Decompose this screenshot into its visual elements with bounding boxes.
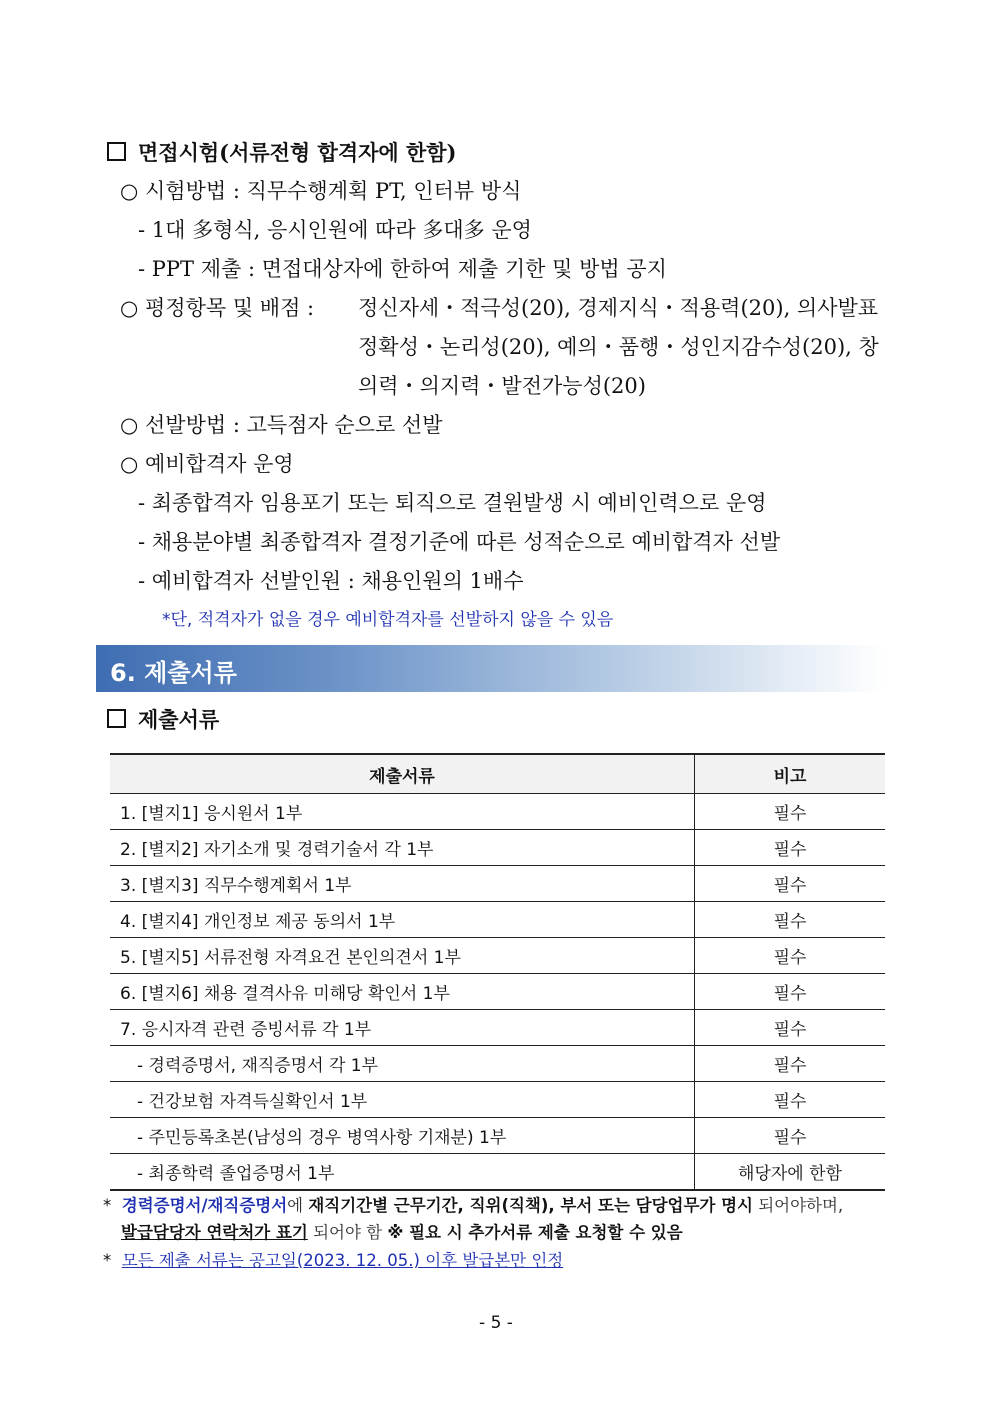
table-row: [110, 1118, 885, 1154]
method-sub-1: - 1대 多형식, 응시인원에 따라 多대多 운영: [138, 218, 532, 242]
remark-cell: 필수: [695, 866, 886, 902]
footnote-request: ※ 필요 시 추가서류 제출 요청할 수 있음: [387, 1223, 683, 1242]
remark-cell: 필수: [695, 974, 886, 1010]
scoring-label: ○ 평정항목 및 배점 :: [120, 296, 315, 320]
footnote-issue-date: 모든 제출 서류는 공고일(2023. 12. 05.) 이후 발급본만 인정: [121, 1251, 564, 1270]
header-remarks: 비고: [695, 754, 886, 794]
remark-cell: 필수: [695, 938, 886, 974]
table-row: [110, 938, 885, 974]
remark-cell: 필수: [695, 1082, 886, 1118]
table-row: [110, 830, 885, 866]
documents-subheading: [107, 706, 219, 734]
remark-cell: 필수: [695, 1010, 886, 1046]
footnote-emph: 재직기간별 근무기간, 직위(직책), 부서 또는 담당업무가 명시: [308, 1196, 753, 1215]
interview-heading: [107, 139, 457, 167]
scoring-line-2: 정확성・논리성(20), 예의・품행・성인지감수성(20), 창: [358, 335, 879, 359]
page-number: - 5 -: [479, 1313, 513, 1333]
table-row: [110, 1154, 885, 1191]
footnote-star: *: [103, 1196, 112, 1215]
remark-cell: 필수: [695, 794, 886, 830]
header-documents: 제출서류: [110, 754, 695, 794]
reserve-note: *단, 적격자가 없을 경우 예비합격자를 선발하지 않을 수 있음: [162, 610, 614, 630]
remark-cell: 해당자에 한함: [695, 1154, 886, 1191]
checkbox-icon: [107, 142, 126, 161]
checkbox-icon: [107, 709, 126, 728]
table-row: [110, 974, 885, 1010]
footnote-1: [103, 1193, 843, 1219]
doc-cell: - 경력증명서, 재직증명서 각 1부: [110, 1046, 695, 1082]
doc-cell: - 건강보험 자격득실확인서 1부: [110, 1082, 695, 1118]
footnote-1-cont: [121, 1220, 683, 1246]
reserve-line: ○ 예비합격자 운영: [120, 452, 294, 476]
method-line: ○ 시험방법 : 직무수행계획 PT, 인터뷰 방식: [120, 179, 522, 203]
interview-heading-text: 면접시험(서류전형 합격자에 한함): [138, 140, 457, 165]
doc-cell: 1. [별지1] 응시원서 1부: [110, 794, 695, 830]
doc-cell: 6. [별지6] 채용 결격사유 미해당 확인서 1부: [110, 974, 695, 1010]
doc-cell: 7. 응시자격 관련 증빙서류 각 1부: [110, 1010, 695, 1046]
reserve-sub-2: - 채용분야별 최종합격자 결정기준에 따른 성적순으로 예비합격자 선발: [138, 530, 781, 554]
doc-cell: 5. [별지5] 서류전형 자격요건 본인의견서 1부: [110, 938, 695, 974]
reserve-sub-1: - 최종합격자 임용포기 또는 퇴직으로 결원발생 시 예비인력으로 운영: [138, 491, 767, 515]
scoring-line-3: 의력・의지력・발전가능성(20): [358, 374, 646, 398]
documents-table: [110, 753, 885, 1191]
remark-cell: 필수: [695, 830, 886, 866]
table-row: [110, 1046, 885, 1082]
table-row: [110, 866, 885, 902]
remark-cell: 필수: [695, 1046, 886, 1082]
footnote-text: 되어야 함: [307, 1223, 388, 1242]
method-sub-2: - PPT 제출 : 면접대상자에 한하여 제출 기한 및 방법 공지: [138, 257, 667, 281]
footnote-text: 에: [287, 1196, 309, 1215]
section-title: 6. 제출서류: [110, 659, 237, 687]
table-header-row: [110, 754, 885, 794]
footnote-star: *: [103, 1251, 112, 1270]
scoring-line-1: 정신자세・적극성(20), 경제지식・적용력(20), 의사발표: [358, 296, 879, 320]
footnote-emph-blue: 경력증명서/재직증명서: [121, 1196, 288, 1215]
section-banner: [96, 645, 886, 692]
remark-cell: 필수: [695, 902, 886, 938]
doc-cell: 4. [별지4] 개인정보 제공 동의서 1부: [110, 902, 695, 938]
remark-cell: 필수: [695, 1118, 886, 1154]
footnote-emph-underline: 발급담당자 연락처가 표기: [121, 1223, 308, 1242]
table-row: [110, 794, 885, 830]
footnote-text: 되어야하며,: [752, 1196, 844, 1215]
doc-cell: 2. [별지2] 자기소개 및 경력기술서 각 1부: [110, 830, 695, 866]
table-row: [110, 902, 885, 938]
table-row: [110, 1082, 885, 1118]
footnote-2: [103, 1248, 563, 1274]
table-row: [110, 1010, 885, 1046]
documents-subheading-text: 제출서류: [138, 707, 220, 732]
selection-line: ○ 선발방법 : 고득점자 순으로 선발: [120, 413, 443, 437]
reserve-sub-3: - 예비합격자 선발인원 : 채용인원의 1배수: [138, 569, 524, 593]
doc-cell: 3. [별지3] 직무수행계획서 1부: [110, 866, 695, 902]
doc-cell: - 최종학력 졸업증명서 1부: [110, 1154, 695, 1191]
doc-cell: - 주민등록초본(남성의 경우 병역사항 기재분) 1부: [110, 1118, 695, 1154]
